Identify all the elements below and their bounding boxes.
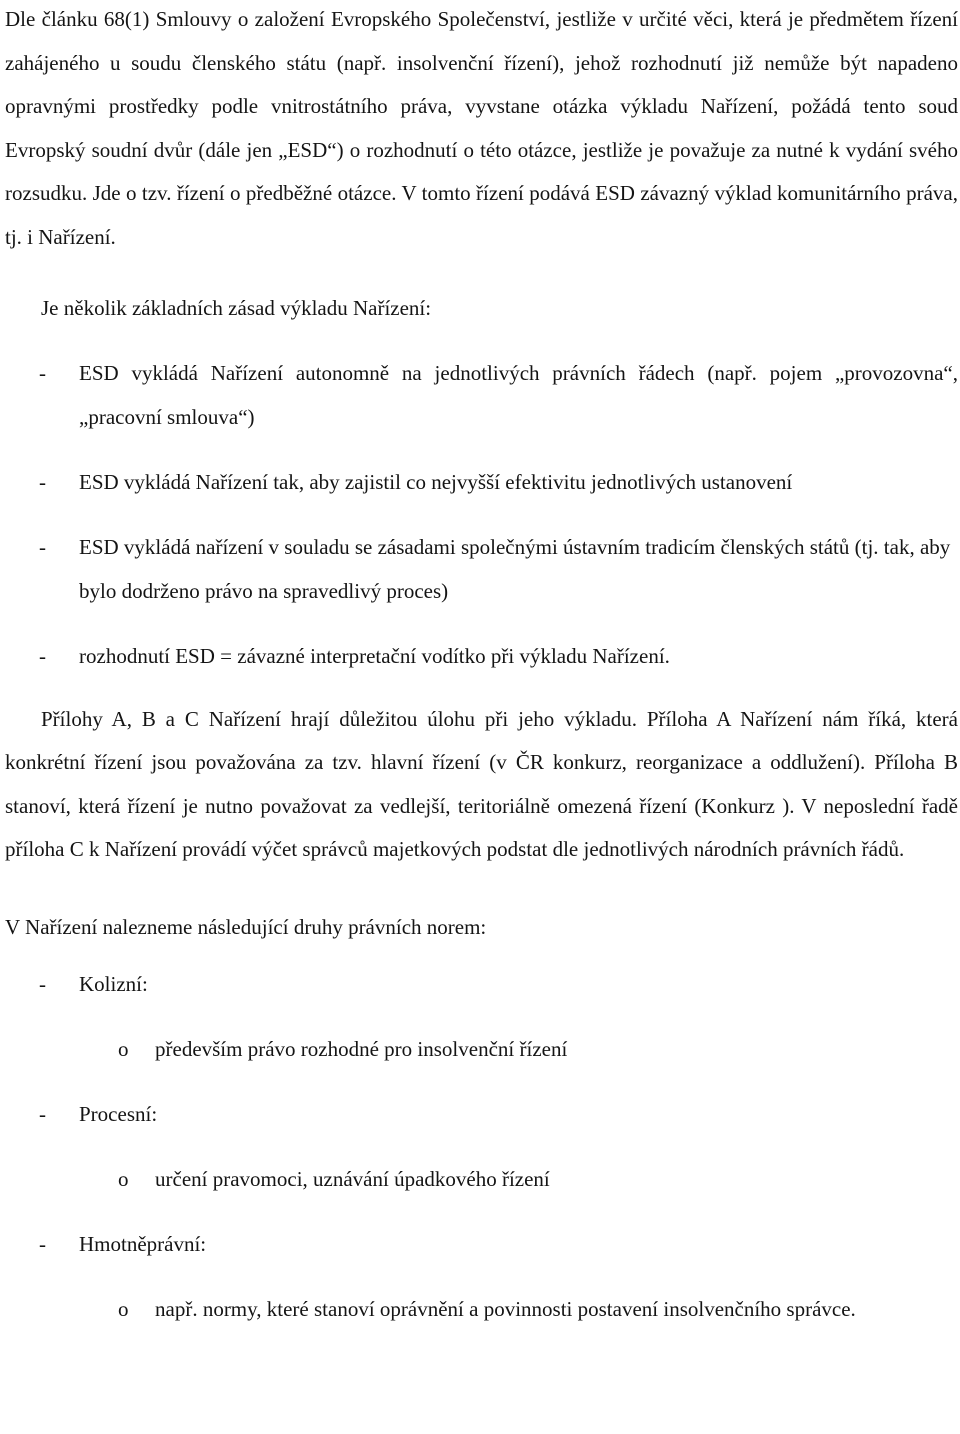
norm-type-detail: např. normy, které stanoví oprávnění a povinnosti postavení insolvenčního správce. xyxy=(155,1296,856,1321)
list-item xyxy=(5,1092,958,1136)
norm-type-label: Hmotněprávní: xyxy=(79,1231,207,1256)
list-item xyxy=(5,525,958,613)
dash-marker: - xyxy=(39,469,46,494)
list-item xyxy=(5,1027,958,1071)
list-item xyxy=(5,1222,958,1266)
dash-marker: - xyxy=(39,643,46,668)
paragraph-norm-types-intro: V Nařízení nalezneme následující druhy právních norem: xyxy=(5,914,487,939)
list-item xyxy=(5,634,958,678)
sub-marker: o xyxy=(118,1166,129,1191)
norm-type-label: Procesní: xyxy=(79,1101,158,1126)
list-item xyxy=(5,460,958,504)
list-item-text: ESD vykládá nařízení v souladu se zásadami společnými ústavním tradicím členských států (tj. tak, aby bylo dodrženo právo na spravedlivý proces) xyxy=(79,534,951,603)
list-item-text: rozhodnutí ESD = závazné interpretační vodítko při výkladu Nařízení. xyxy=(79,643,670,668)
sub-marker: o xyxy=(118,1296,129,1321)
list-item-text: ESD vykládá Nařízení autonomně na jednotlivých právních řádech (např. pojem „provozovna“, „pracovní smlouva“) xyxy=(79,360,958,429)
paragraph-article-68: Dle článku 68(1) Smlouvy o založení Evropského Společenství, jestliže v určité věci, která je předmětem řízení zahájeného u soudu členského státu (např. insolvenční řízení), jehož rozhodnutí již nemůže být napadeno opravnými prostředky podle vnitrostátního práva, vyvstane otázka výkladu Nařízení, požádá tento soud Evropský soudní dvůr (dále jen „ESD“) o rozhodnutí o této otázce, jestliže je považuje za nutné k vydání svého rozsudku. Jde o tzv. řízení o předběžné otázce. V tomto řízení podává ESD závazný výklad komunitárního práva, tj. i Nařízení. xyxy=(5,7,958,249)
dash-marker: - xyxy=(39,1231,46,1256)
list-item xyxy=(5,1287,958,1331)
paragraph-principles-intro: Je několik základních zásad výkladu Nařízení: xyxy=(41,295,432,320)
list-item xyxy=(5,1157,958,1201)
norm-type-detail: především právo rozhodné pro insolvenční řízení xyxy=(155,1036,568,1061)
paragraph-annexes: Přílohy A, B a C Nařízení hrají důležitou úlohu při jeho výkladu. Příloha A Nařízení nám říká, která konkrétní řízení jsou považována za tzv. hlavní řízení (v ČR konkurz, reorganizace a oddlužení). Příloha B stanoví, která řízení je nutno považovat za vedlejší, teritoriálně omezená řízení (Konkurz ). V neposlední řadě příloha C k Nařízení provádí výčet správců majetkových podstat dle jednotlivých národních právních řádů. xyxy=(5,706,958,862)
norm-type-label: Kolizní: xyxy=(79,971,148,996)
list-item xyxy=(5,351,958,439)
dash-marker: - xyxy=(39,971,46,996)
list-item-text: ESD vykládá Nařízení tak, aby zajistil co nejvyšší efektivitu jednotlivých ustanovení xyxy=(79,469,793,494)
dash-marker: - xyxy=(39,1101,46,1126)
principles-list xyxy=(5,351,958,678)
dash-marker: - xyxy=(39,360,46,385)
list-item xyxy=(5,962,958,1006)
dash-marker: - xyxy=(39,534,46,559)
sub-marker: o xyxy=(118,1036,129,1061)
norm-type-detail: určení pravomoci, uznávání úpadkového řízení xyxy=(155,1166,550,1191)
norm-types-list xyxy=(5,962,958,1331)
